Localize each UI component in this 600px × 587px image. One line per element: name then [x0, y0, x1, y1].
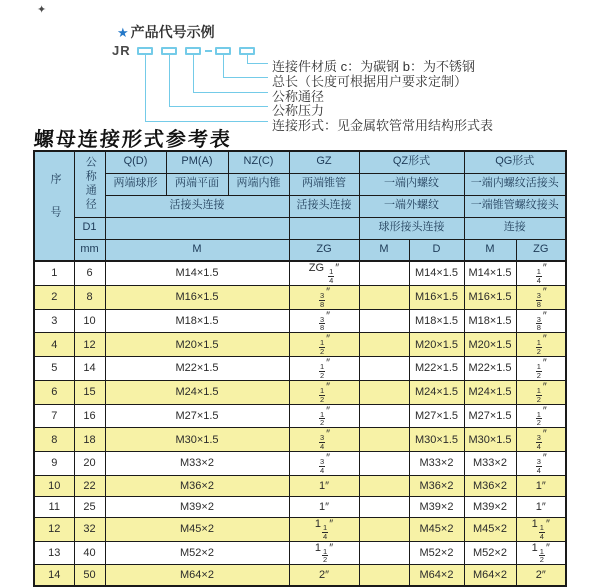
cell-qz-m — [359, 285, 409, 309]
cell-qg-m: M14×1.5 — [464, 261, 516, 285]
header-desc-nzc: 两端内锥 — [228, 173, 289, 195]
cell-mm: 6 — [74, 261, 105, 285]
code-box-1 — [137, 47, 153, 55]
cell-qg-zg: $\frac{1}{2}$ ″ — [516, 357, 566, 381]
cell-zg: 1″ — [289, 496, 359, 517]
cell-qz-m — [359, 475, 409, 496]
cell-seq: 6 — [34, 380, 74, 404]
cell-zg: $\frac{3}{8}$ ″ — [289, 285, 359, 309]
diagram-label-length: 总长（长度可根据用户要求定制） — [272, 74, 468, 89]
header-group-qd: Q(D) — [105, 151, 166, 173]
table-row — [34, 428, 566, 452]
cell-qz-m — [359, 517, 409, 541]
cell-seq: 12 — [34, 517, 74, 541]
cell-qg-zg: 1″ — [516, 496, 566, 517]
table-row — [34, 541, 566, 565]
table-row — [34, 261, 566, 285]
cell-zg: 1″ — [289, 475, 359, 496]
header-blank-gz — [289, 217, 359, 239]
header-desc-qd: 两端球形 — [105, 173, 166, 195]
diagram-label-diameter: 公称通径 — [272, 89, 325, 104]
header-unit-qg-m: M — [464, 239, 516, 261]
header-d1: D1 — [74, 217, 105, 239]
diagram-label-pressure: 公称压力 — [272, 103, 325, 118]
cell-qg-zg: $\frac{3}{4}$ ″ — [516, 452, 566, 476]
cell-zg: $\frac{3}{8}$ ″ — [289, 309, 359, 333]
header-dn: 公称通径 — [74, 151, 105, 217]
table-row — [34, 309, 566, 333]
cell-qg-m: M39×2 — [464, 496, 516, 517]
cell-m: M14×1.5 — [105, 261, 289, 285]
cell-qg-zg: $\frac{1}{2}$ ″ — [516, 404, 566, 428]
table-header — [34, 151, 566, 261]
ref-table — [33, 150, 567, 587]
table-title: 螺母连接形式参考表 — [33, 127, 233, 151]
cell-mm: 8 — [74, 285, 105, 309]
cell-qz-m — [359, 357, 409, 381]
cell-qg-zg: $\frac{3}{4}$ ″ — [516, 428, 566, 452]
cell-qz-m — [359, 565, 409, 586]
cell-mm: 14 — [74, 357, 105, 381]
cell-m: M36×2 — [105, 475, 289, 496]
table-row — [34, 333, 566, 357]
header-group-gz: GZ — [289, 151, 359, 173]
cell-zg: 1 $\frac{1}{2}$ ″ — [289, 541, 359, 565]
cell-qg-zg: 2″ — [516, 565, 566, 586]
connector-line — [145, 55, 268, 122]
product-code-prefix: JR — [112, 43, 131, 58]
cell-m: M20×1.5 — [105, 333, 289, 357]
cell-mm: 25 — [74, 496, 105, 517]
cell-qz-d: M52×2 — [409, 541, 464, 565]
header-desc-gz: 两端锥管 — [289, 173, 359, 195]
header-unit-zg: ZG — [289, 239, 359, 261]
code-box-3 — [185, 47, 201, 55]
cell-qg-zg: 1 $\frac{1}{4}$ ″ — [516, 517, 566, 541]
cell-qz-m — [359, 428, 409, 452]
header-connect: 连接 — [464, 217, 566, 239]
cell-qg-m: M20×1.5 — [464, 333, 516, 357]
diagram-label-conn-form: 连接形式：见金属软管常用结构形式表 — [272, 118, 494, 133]
cell-qz-d: M33×2 — [409, 452, 464, 476]
header-unit-qg-zg: ZG — [516, 239, 566, 261]
header-blank-left — [105, 217, 289, 239]
cell-zg: $\frac{3}{4}$ ″ — [289, 428, 359, 452]
cell-qg-m: M18×1.5 — [464, 309, 516, 333]
table-row — [34, 357, 566, 381]
cell-seq: 14 — [34, 565, 74, 586]
cell-seq: 9 — [34, 452, 74, 476]
header-ball-joint: 球形接头连接 — [359, 217, 464, 239]
cell-qz-d: M20×1.5 — [409, 333, 464, 357]
star-icon: ★ — [117, 25, 129, 40]
header-conn-qg: 一端锥管螺纹接头 — [464, 195, 566, 217]
header-desc-qg: 一端内螺纹活接头 — [464, 173, 566, 195]
table-body — [34, 261, 566, 586]
table-row — [34, 404, 566, 428]
cell-qz-m — [359, 541, 409, 565]
cell-zg: 2″ — [289, 565, 359, 586]
cell-mm: 50 — [74, 565, 105, 586]
cell-qg-m: M33×2 — [464, 452, 516, 476]
cell-m: M24×1.5 — [105, 380, 289, 404]
cell-seq: 3 — [34, 309, 74, 333]
cell-zg: $\frac{1}{2}$ ″ — [289, 333, 359, 357]
cell-m: M33×2 — [105, 452, 289, 476]
cell-seq: 5 — [34, 357, 74, 381]
cell-qz-d: M14×1.5 — [409, 261, 464, 285]
header-unit-m: M — [105, 239, 289, 261]
header-conn-gz: 活接头连接 — [289, 195, 359, 217]
diagram-title — [117, 22, 215, 42]
cell-qz-d: M45×2 — [409, 517, 464, 541]
corner-mark: ✦ — [37, 4, 47, 16]
cell-qz-m — [359, 333, 409, 357]
cell-mm: 12 — [74, 333, 105, 357]
cell-qz-d: M27×1.5 — [409, 404, 464, 428]
cell-m: M18×1.5 — [105, 309, 289, 333]
table-row — [34, 380, 566, 404]
cell-qz-m — [359, 309, 409, 333]
cell-qz-m — [359, 380, 409, 404]
cell-seq: 4 — [34, 333, 74, 357]
diagram-title-text: 产品代号示例 — [130, 24, 215, 40]
diagram-label-material: 连接件材质 c：为碳钢 b：为不锈钢 — [272, 59, 475, 74]
cell-mm: 20 — [74, 452, 105, 476]
cell-m: M39×2 — [105, 496, 289, 517]
cell-zg: $\frac{3}{4}$ ″ — [289, 452, 359, 476]
cell-seq: 10 — [34, 475, 74, 496]
cell-qz-d: M39×2 — [409, 496, 464, 517]
header-desc-pma: 两端平面 — [166, 173, 228, 195]
cell-qz-m — [359, 404, 409, 428]
header-seq: 序号 — [34, 151, 74, 261]
header-group-pma: PM(A) — [166, 151, 228, 173]
table-row — [34, 452, 566, 476]
cell-qg-m: M27×1.5 — [464, 404, 516, 428]
cell-m: M64×2 — [105, 565, 289, 586]
header-conn-qz: 一端外螺纹 — [359, 195, 464, 217]
cell-mm: 16 — [74, 404, 105, 428]
cell-mm: 10 — [74, 309, 105, 333]
header-unit-qz-d: D — [409, 239, 464, 261]
cell-zg: $\frac{1}{2}$ ″ — [289, 380, 359, 404]
cell-qg-m: M64×2 — [464, 565, 516, 586]
cell-qz-d: M22×1.5 — [409, 357, 464, 381]
code-box-4 — [215, 47, 231, 55]
cell-qg-zg: $\frac{1}{4}$ ″ — [516, 261, 566, 285]
cell-m: M30×1.5 — [105, 428, 289, 452]
cell-qz-d: M36×2 — [409, 475, 464, 496]
cell-mm: 22 — [74, 475, 105, 496]
cell-qz-d: M24×1.5 — [409, 380, 464, 404]
cell-m: M16×1.5 — [105, 285, 289, 309]
cell-qg-zg: $\frac{3}{8}$ ″ — [516, 285, 566, 309]
cell-m: M45×2 — [105, 517, 289, 541]
cell-mm: 32 — [74, 517, 105, 541]
cell-qg-m: M52×2 — [464, 541, 516, 565]
cell-qg-m: M16×1.5 — [464, 285, 516, 309]
cell-qg-m: M36×2 — [464, 475, 516, 496]
cell-qz-d: M30×1.5 — [409, 428, 464, 452]
header-conn-union: 活接头连接 — [105, 195, 289, 217]
cell-m: M22×1.5 — [105, 357, 289, 381]
cell-qz-m — [359, 261, 409, 285]
cell-zg: $\frac{1}{2}$ ″ — [289, 404, 359, 428]
table-row — [34, 285, 566, 309]
cell-qg-zg: $\frac{1}{2}$ ″ — [516, 380, 566, 404]
cell-qz-m — [359, 452, 409, 476]
cell-qg-zg: 1″ — [516, 475, 566, 496]
cell-zg: $\frac{1}{2}$ ″ — [289, 357, 359, 381]
cell-seq: 13 — [34, 541, 74, 565]
table-row — [34, 475, 566, 496]
cell-mm: 40 — [74, 541, 105, 565]
table-row — [34, 496, 566, 517]
table-row — [34, 517, 566, 541]
cell-seq: 8 — [34, 428, 74, 452]
cell-seq: 1 — [34, 261, 74, 285]
cell-mm: 18 — [74, 428, 105, 452]
cell-qz-m — [359, 496, 409, 517]
header-mm: mm — [74, 239, 105, 261]
cell-seq: 11 — [34, 496, 74, 517]
cell-zg: ZG $\frac{1}{4}$ ″ — [289, 261, 359, 285]
cell-m: M52×2 — [105, 541, 289, 565]
cell-qg-zg: 1 $\frac{1}{2}$ ″ — [516, 541, 566, 565]
header-group-nzc: NZ(C) — [228, 151, 289, 173]
header-group-qg: QG形式 — [464, 151, 566, 173]
cell-qg-zg: $\frac{1}{2}$ ″ — [516, 333, 566, 357]
cell-seq: 2 — [34, 285, 74, 309]
header-desc-qz: 一端内螺纹 — [359, 173, 464, 195]
cell-qg-zg: $\frac{3}{8}$ ″ — [516, 309, 566, 333]
cell-qg-m: M30×1.5 — [464, 428, 516, 452]
cell-qz-d: M18×1.5 — [409, 309, 464, 333]
cell-qg-m: M45×2 — [464, 517, 516, 541]
cell-qz-d: M64×2 — [409, 565, 464, 586]
cell-qz-d: M16×1.5 — [409, 285, 464, 309]
cell-qg-m: M24×1.5 — [464, 380, 516, 404]
cell-qg-m: M22×1.5 — [464, 357, 516, 381]
header-group-qz: QZ形式 — [359, 151, 464, 173]
cell-seq: 7 — [34, 404, 74, 428]
header-unit-qz-m: M — [359, 239, 409, 261]
table-row — [34, 565, 566, 586]
code-dash — [205, 50, 212, 52]
cell-m: M27×1.5 — [105, 404, 289, 428]
code-box-2 — [161, 47, 177, 55]
cell-zg: 1 $\frac{1}{4}$ ″ — [289, 517, 359, 541]
code-box-5 — [239, 47, 255, 55]
cell-mm: 15 — [74, 380, 105, 404]
